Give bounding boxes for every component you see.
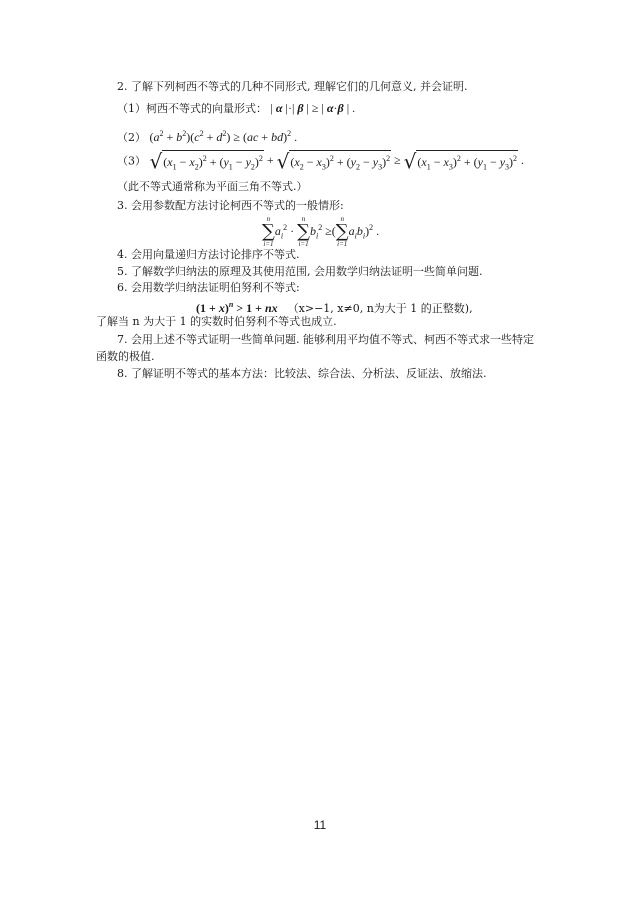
formula-2-label: （2） — [117, 131, 146, 144]
item-6-text: 6. 会用数学归纳法证明伯努利不等式: — [117, 281, 300, 294]
page-number: 11 — [313, 818, 327, 832]
algebraic-cauchy-formula: $(a^2 + b^2)(c^2 + d^2) \ge (ac + bd)^2$ . — [149, 129, 298, 144]
item-2-heading: 2. 了解下列柯西不等式的几种不同形式, 理解它们的几何意义, 并会证明. — [117, 80, 468, 93]
item-8-text: 8. 了解证明不等式的基本方法：比较法、综合法、分析法、反证法、放缩法. — [117, 367, 487, 380]
item-2-note: （此不等式通常称为平面三角不等式.） — [117, 180, 308, 193]
general-cauchy-formula: n ∑ i=1 $a_i^2$ · n ∑ i=1 $b_i^2$ ≥( n ∑ i=1 $a_ib_i)^2$ . — [262, 215, 380, 249]
vector-cauchy-formula: | α |·| β | ≥ | α·β | . — [270, 101, 356, 115]
formula-2-line — [117, 127, 297, 145]
bernoulli-formula: $(1 + x)^n > 1$ + nx — [196, 300, 278, 315]
item-4-text: 4. 会用向量递归方法讨论排序不等式. — [117, 248, 300, 261]
formula-1-label: （1）柯西不等式的向量形式： — [117, 102, 267, 115]
bernoulli-condition: （x>−1, x≠0, n为大于 1 的正整数), — [287, 302, 473, 315]
item-3-text: 3. 会用参数配方法讨论柯西不等式的一般情形: — [117, 199, 344, 212]
bernoulli-inequality-line — [196, 298, 473, 316]
item-7-line-2: 函数的极值. — [96, 350, 155, 363]
formula-1-line — [117, 101, 355, 116]
formula-3-label: （3） — [117, 154, 146, 168]
item-6-continuation: 了解当 n 为大于 1 的实数时伯努利不等式也成立. — [96, 315, 337, 328]
triangle-inequality-formula: $√(x_1 - x_2)^2 + (y_1 - y_2)^2 + √(x_2 - x_3)^2 + (y_2 - y_3)^2 \ge √(x_1 - x_3)^2 + (y_1 - y_3)^2$ . — [149, 149, 525, 174]
item-7-line-1: 7. 会用上述不等式证明一些简单问题. 能够利用平均值不等式、柯西不等式求一些特定 — [117, 333, 534, 346]
formula-3-line — [117, 150, 524, 173]
item-5-text: 5. 了解数学归纳法的原理及其使用范围, 会用数学归纳法证明一些简单问题. — [117, 265, 483, 278]
